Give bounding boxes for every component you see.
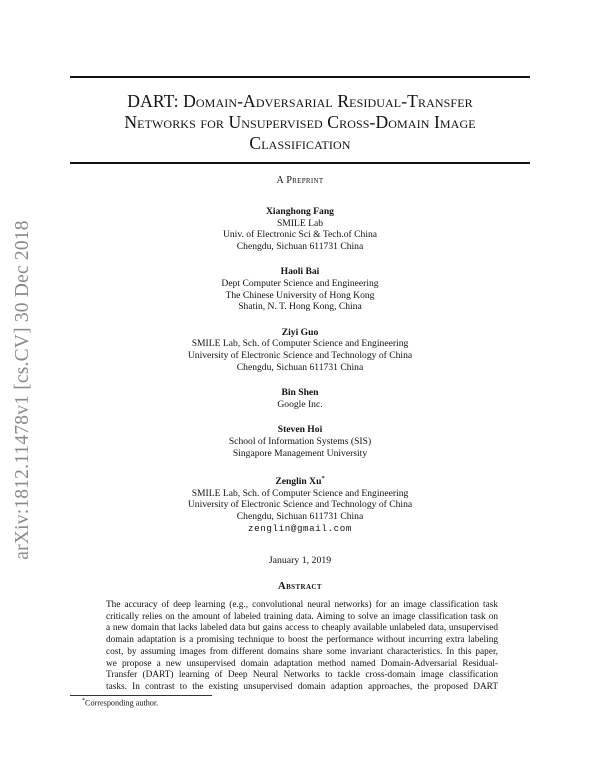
author-6 (70, 473, 530, 534)
paper-date: January 1, 2019 (268, 555, 332, 566)
author-name: Zenglin Xu (275, 476, 322, 488)
author-affiliation: Chengdu, Sichuan 611731 China (236, 240, 364, 252)
author-block (70, 206, 530, 534)
corresponding-author-mark: * (321, 475, 325, 483)
author-affiliation: Univ. of Electronic Sci & Tech.of China (222, 229, 378, 241)
author-affiliation: University of Electronic Science and Technology of China (187, 349, 413, 361)
author-name-line (70, 473, 530, 488)
title-line-1: DART: Domain-Adversarial Residual-Transfer (127, 91, 473, 111)
abstract-line: we propose a new unsupervised domain adaptation method named Domain-Adversarial Residual- (106, 658, 498, 669)
abstract-line: cost, by assuming images from different domains share some invariant characteristics. In this paper, (106, 646, 498, 657)
abstract-heading: Abstract (278, 581, 322, 592)
author-affiliation: Singapore Management University (232, 447, 368, 459)
author-affiliation: Google Inc. (277, 398, 323, 410)
author-affiliation: Chengdu, Sichuan 611731 China (236, 511, 364, 523)
author-2 (70, 266, 530, 312)
title-line-2: Networks for Unsupervised Cross-Domain Image (124, 112, 476, 132)
author-3 (70, 327, 530, 373)
footnote-text: Corresponding author. (85, 698, 159, 708)
author-affiliation: SMILE Lab, Sch. of Computer Science and Engineering (191, 487, 409, 499)
author-affiliation: School of Information Systems (SIS) (228, 435, 372, 447)
author-name: Xianghong Fang (266, 206, 334, 217)
author-name: Bin Shen (281, 387, 319, 399)
title-line-3: Classification (249, 133, 351, 153)
author-affiliation: Chengdu, Sichuan 611731 China (236, 361, 364, 373)
arxiv-identifier: arXiv:1812.11478v1 [cs.CV] 30 Dec 2018 (12, 220, 33, 560)
abstract-line: a new domain that lacks labeled data but gains access to cheaply available unlabeled data, unsupervised (106, 623, 498, 634)
abstract-body (106, 600, 498, 694)
author-5 (70, 424, 530, 459)
abstract-line: domain adaptation is a promising technique to boost the performance without incurring extra labeling (106, 635, 498, 646)
title-bottom-rule (70, 162, 530, 164)
author-name: Haoli Bai (280, 266, 320, 278)
abstract-line: The accuracy of deep learning (e.g., convolutional neural networks) for an image classification task (106, 600, 498, 610)
author-affiliation: The Chinese University of Hong Kong (225, 289, 375, 301)
author-affiliation: SMILE Lab (276, 217, 324, 229)
author-affiliation: University of Electronic Science and Technology of China (187, 499, 413, 511)
author-name: Ziyi Guo (281, 326, 319, 338)
title-top-rule (70, 76, 530, 78)
author-affiliation: Dept Computer Science and Engineering (221, 277, 379, 289)
preprint-label: A Preprint (276, 175, 324, 186)
abstract-line: tasks. In contrast to the existing unsupervised domain adaption approaches, the proposed DART (106, 681, 498, 692)
arxiv-sidebar-stamp (10, 200, 36, 580)
author-affiliation: SMILE Lab, Sch. of Computer Science and Engineering (191, 338, 409, 350)
abstract-line: Transfer (DART) learning of Deep Neural Networks to tackle cross-domain image classification (106, 670, 498, 681)
author-4 (70, 387, 530, 410)
author-affiliation: Shatin, N. T. Hong Kong, China (238, 301, 362, 313)
footnote-mark: * (82, 698, 85, 704)
footnote (82, 698, 158, 708)
paper-title (70, 91, 530, 154)
author-name: Steven Hoi (277, 424, 323, 436)
author-email-link[interactable]: zenglin@gmail.com (248, 522, 352, 534)
footnote-rule (70, 695, 212, 696)
abstract-line: critically relies on the amount of labeled training data. Aiming to solve an image classification task on (106, 611, 498, 622)
author-1 (70, 206, 530, 252)
